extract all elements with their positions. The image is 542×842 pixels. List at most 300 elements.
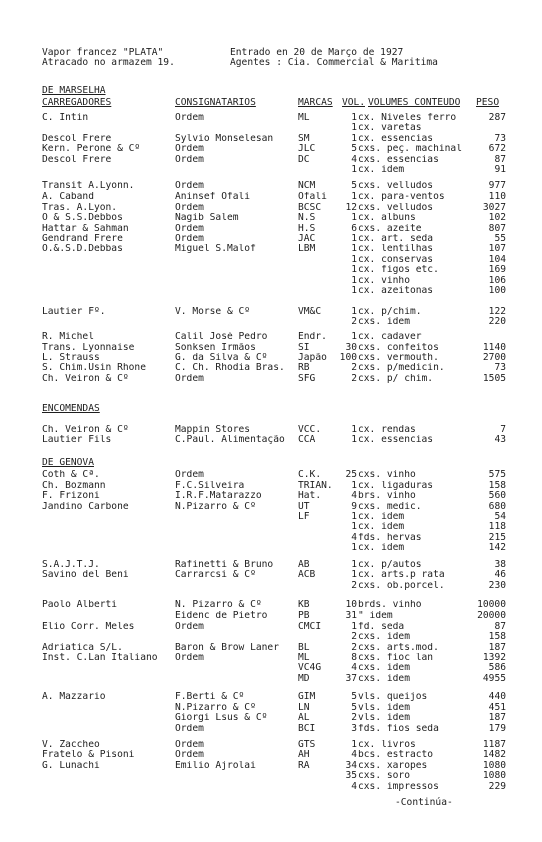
row-consignee: C.Paul. Alimentação xyxy=(175,435,285,445)
row-consignee: V. Morse & Cº xyxy=(175,307,251,317)
row-vol: 100 xyxy=(339,353,357,363)
row-mark: LBM xyxy=(298,244,316,254)
row-vol: 37 xyxy=(345,674,357,684)
table-row xyxy=(0,255,542,265)
row-contents: cxs. xaropes xyxy=(358,761,428,771)
row-consignee: Ordem xyxy=(175,724,204,734)
row-mark: TRIAN. xyxy=(298,481,333,491)
row-mark: UT xyxy=(298,502,310,512)
row-shipper: Fratelo & Pisoni xyxy=(42,750,135,760)
row-contents: cx. cadaver xyxy=(358,332,422,342)
row-vol: 1 xyxy=(351,276,357,286)
row-consignee: Calil José Pedro xyxy=(175,332,268,342)
row-weight: 54 xyxy=(494,512,506,522)
row-contents: cxs. p/medicin. xyxy=(358,363,445,373)
table-row xyxy=(0,317,542,327)
row-shipper: Ch. Veiron & Cº xyxy=(42,425,129,435)
table-row xyxy=(0,481,542,491)
row-vol: 5 xyxy=(351,692,357,702)
row-shipper: Ch. Bozmann xyxy=(42,481,106,491)
table-row xyxy=(0,435,542,445)
row-consignee: Baron & Brow Laner xyxy=(175,643,279,653)
row-mark: PB xyxy=(298,611,310,621)
row-contents: bcs. estracto xyxy=(358,750,434,760)
row-shipper: Descol Frere xyxy=(42,134,112,144)
table-row xyxy=(0,724,542,734)
row-shipper: Tras. A.Lyon. xyxy=(42,203,118,213)
col-marks: MARCAS xyxy=(298,98,333,108)
ship-name: Vapor francez "PLATA" xyxy=(42,47,164,58)
row-weight: 3027 xyxy=(482,203,506,213)
row-vol: 2 xyxy=(351,363,357,373)
col-vol: VOL. xyxy=(342,98,366,108)
table-row xyxy=(0,363,542,373)
row-weight: 73 xyxy=(494,363,506,373)
row-consignee: Carrarcsi & Cº xyxy=(175,570,256,580)
row-contents: cx. p/chim. xyxy=(358,307,422,317)
row-contents: cxs. idem xyxy=(358,663,410,673)
row-weight: 91 xyxy=(494,165,506,175)
row-shipper: Jandino Carbone xyxy=(42,502,129,512)
row-vol: 1 xyxy=(351,740,357,750)
row-mark: DC xyxy=(298,155,310,165)
row-consignee: Sylvio Monselesan xyxy=(175,134,274,144)
table-row xyxy=(0,276,542,286)
row-mark: VM&C xyxy=(298,307,322,317)
row-contents: cxs. idem xyxy=(358,632,410,642)
row-consignee: Ordem xyxy=(175,750,204,760)
row-vol: 1 xyxy=(351,123,357,133)
row-vol: 30 xyxy=(345,343,357,353)
row-mark: ACB xyxy=(298,570,316,580)
row-shipper: Elio Corr. Meles xyxy=(42,622,135,632)
row-vol: 4 xyxy=(351,782,357,792)
row-mark: LF xyxy=(298,512,310,522)
row-weight: 73 xyxy=(494,134,506,144)
table-row xyxy=(0,224,542,234)
row-vol: 12 xyxy=(345,203,357,213)
table-row xyxy=(0,113,542,123)
table-row xyxy=(0,740,542,750)
row-contents: cx. arts.p rata xyxy=(358,570,445,580)
row-consignee: Sonksen Irmãos xyxy=(175,343,256,353)
table-row xyxy=(0,343,542,353)
row-contents: cx. art. seda xyxy=(358,234,434,244)
row-weight: 229 xyxy=(488,782,506,792)
col-weight: PESO xyxy=(476,98,500,108)
row-weight: 1140 xyxy=(482,343,506,353)
row-consignee: Rafinetti & Bruno xyxy=(175,560,274,570)
row-vol: 1 xyxy=(351,570,357,580)
row-contents: vls. idem xyxy=(358,713,410,723)
row-contents: cxs. velludos xyxy=(358,181,434,191)
row-contents: cxs. vermouth. xyxy=(358,353,439,363)
row-weight: 102 xyxy=(488,213,506,223)
table-row xyxy=(0,622,542,632)
row-consignee: Aninsef Ofali xyxy=(175,192,251,202)
row-weight: 230 xyxy=(488,581,506,591)
row-weight: 440 xyxy=(488,692,506,702)
row-mark: AL xyxy=(298,713,310,723)
row-contents: cx. ligaduras xyxy=(358,481,434,491)
row-vol: 2 xyxy=(351,317,357,327)
row-consignee: Ordem xyxy=(175,224,204,234)
row-contents: cxs. impressos xyxy=(358,782,439,792)
table-row xyxy=(0,560,542,570)
row-mark: KB xyxy=(298,600,310,610)
row-mark: VCC. xyxy=(298,425,322,435)
row-vol: 1 xyxy=(351,165,357,175)
agents-info: Agentes : Cia. Commercial & Maritima xyxy=(230,57,438,68)
row-weight: 1482 xyxy=(482,750,506,760)
row-mark: AB xyxy=(298,560,310,570)
col-shipper: CARREGADORES xyxy=(42,98,112,108)
row-weight: 169 xyxy=(488,265,506,275)
table-row xyxy=(0,703,542,713)
table-row xyxy=(0,213,542,223)
row-vol: 1 xyxy=(351,622,357,632)
row-weight: 1505 xyxy=(482,374,506,384)
row-contents: cx. varetas xyxy=(358,123,422,133)
row-shipper: Paolo Alberti xyxy=(42,600,118,610)
row-vol: 5 xyxy=(351,703,357,713)
row-mark: CMCI xyxy=(298,622,322,632)
row-consignee: C. Ch. Rhodia Bras. xyxy=(175,363,285,373)
row-mark: RB xyxy=(298,363,310,373)
row-mark: H.S xyxy=(298,224,316,234)
table-row xyxy=(0,750,542,760)
row-contents: cxs. ob.porcel. xyxy=(358,581,445,591)
row-shipper: V. Zaccheo xyxy=(42,740,100,750)
row-contents: cxs. p/ chim. xyxy=(358,374,434,384)
row-vol: 1 xyxy=(351,213,357,223)
row-weight: 179 xyxy=(488,724,506,734)
row-consignee: Ordem xyxy=(175,181,204,191)
row-weight: 46 xyxy=(494,570,506,580)
row-vol: 1 xyxy=(351,512,357,522)
row-contents: vls. queijos xyxy=(358,692,428,702)
table-row xyxy=(0,425,542,435)
row-weight: 107 xyxy=(488,244,506,254)
row-contents: cx. rendas xyxy=(358,425,416,435)
row-contents: cxs. vinho xyxy=(358,470,416,480)
row-consignee: N. Pizarro & Cº xyxy=(175,600,262,610)
row-vol: 1 xyxy=(351,255,357,265)
row-contents: fds. hervas xyxy=(358,533,422,543)
row-weight: 142 xyxy=(488,543,506,553)
section-genova: DE GENOVA xyxy=(42,457,94,468)
row-weight: 1187 xyxy=(482,740,506,750)
row-vol: 1 xyxy=(351,244,357,254)
row-contents: cx. essencias xyxy=(358,134,434,144)
row-vol: 1 xyxy=(351,265,357,275)
row-weight: 4955 xyxy=(482,674,506,684)
row-vol: 3 xyxy=(351,724,357,734)
table-row xyxy=(0,203,542,213)
table-row xyxy=(0,502,542,512)
row-contents: fd. seda xyxy=(358,622,405,632)
row-weight: 680 xyxy=(488,502,506,512)
row-weight: 104 xyxy=(488,255,506,265)
table-row xyxy=(0,374,542,384)
row-shipper: A. Mazzario xyxy=(42,692,106,702)
row-consignee: Mappin Stores xyxy=(175,425,251,435)
row-contents: cx. vinho xyxy=(358,276,410,286)
row-vol: 1 xyxy=(351,332,357,342)
table-row xyxy=(0,265,542,275)
table-row xyxy=(0,533,542,543)
row-consignee: Miguel S.Malof xyxy=(175,244,256,254)
table-row xyxy=(0,192,542,202)
row-mark: VC4G xyxy=(298,663,322,673)
row-contents: cxs. arts.mod. xyxy=(358,643,439,653)
col-consignee: CONSIGNATARIOS xyxy=(175,98,256,108)
row-vol: 34 xyxy=(345,761,357,771)
row-vol: 1 xyxy=(351,192,357,202)
row-contents: fds. fios seda xyxy=(358,724,439,734)
row-mark: SFG xyxy=(298,374,316,384)
row-shipper: R. Michel xyxy=(42,332,94,342)
row-mark: ML xyxy=(298,653,310,663)
row-shipper: Savino del Beni xyxy=(42,570,129,580)
row-consignee: Ordem xyxy=(175,470,204,480)
row-contents: cx. livros xyxy=(358,740,416,750)
row-shipper: Descol Frere xyxy=(42,155,112,165)
row-contents: cxs. fioc lan xyxy=(358,653,434,663)
row-weight: 87 xyxy=(494,622,506,632)
row-contents: cx. idem xyxy=(358,543,405,553)
table-row xyxy=(0,286,542,296)
row-vol: 2 xyxy=(351,374,357,384)
row-weight: 7 xyxy=(500,425,506,435)
row-shipper: S.A.J.T.J. xyxy=(42,560,100,570)
row-mark: AH xyxy=(298,750,310,760)
row-weight: 55 xyxy=(494,234,506,244)
row-contents: cx. para-ventos xyxy=(358,192,445,202)
row-consignee: Ordem xyxy=(175,740,204,750)
row-weight: 672 xyxy=(488,144,506,154)
row-weight: 187 xyxy=(488,713,506,723)
row-weight: 106 xyxy=(488,276,506,286)
row-weight: 118 xyxy=(488,522,506,532)
table-row xyxy=(0,692,542,702)
row-mark: BCI xyxy=(298,724,316,734)
row-mark: RA xyxy=(298,761,310,771)
row-weight: 187 xyxy=(488,643,506,653)
row-vol: 1 xyxy=(351,113,357,123)
row-vol: 2 xyxy=(351,581,357,591)
row-shipper: Transit A.Lyonn. xyxy=(42,181,135,191)
row-vol: 1 xyxy=(351,134,357,144)
table-row xyxy=(0,155,542,165)
row-contents: cx. idem xyxy=(358,522,405,532)
row-vol: 5 xyxy=(351,144,357,154)
table-row xyxy=(0,782,542,792)
row-shipper: Lautier Fils xyxy=(42,435,112,445)
row-shipper: O.&.S.D.Debbas xyxy=(42,244,123,254)
section-encomendas: ENCOMENDAS xyxy=(42,403,100,414)
row-contents: " idem xyxy=(358,611,393,621)
continua-note: -Continúa- xyxy=(395,797,453,808)
row-weight: 110 xyxy=(488,192,506,202)
row-shipper: Kern. Perone & Cº xyxy=(42,144,141,154)
row-contents: cx. lentilhas xyxy=(358,244,434,254)
row-vol: 2 xyxy=(351,713,357,723)
table-row xyxy=(0,353,542,363)
row-vol: 10 xyxy=(345,600,357,610)
table-row xyxy=(0,491,542,501)
row-weight: 1080 xyxy=(482,761,506,771)
row-consignee: Ordem xyxy=(175,113,204,123)
row-weight: 100 xyxy=(488,286,506,296)
row-shipper: Inst. C.Lan Italiano xyxy=(42,653,158,663)
row-vol: 4 xyxy=(351,663,357,673)
section-marselha: DE MARSELHA xyxy=(42,85,106,96)
table-row xyxy=(0,611,542,621)
table-row xyxy=(0,632,542,642)
row-shipper: Gendrand Frere xyxy=(42,234,123,244)
table-row xyxy=(0,470,542,480)
table-row xyxy=(0,165,542,175)
row-mark: ML xyxy=(298,113,310,123)
row-consignee: Ordem xyxy=(175,144,204,154)
row-contents: cx. figos etc. xyxy=(358,265,439,275)
row-mark: BCSC xyxy=(298,203,322,213)
row-weight: 1392 xyxy=(482,653,506,663)
row-shipper: Trans. Lyonnaise xyxy=(42,343,135,353)
row-weight: 451 xyxy=(488,703,506,713)
row-shipper: L. Strauss xyxy=(42,353,100,363)
row-weight: 158 xyxy=(488,632,506,642)
row-weight: 87 xyxy=(494,155,506,165)
table-row xyxy=(0,570,542,580)
row-contents: cx. idem xyxy=(358,512,405,522)
row-contents: cxs. idem xyxy=(358,674,410,684)
row-shipper: Lautier Fº. xyxy=(42,307,106,317)
row-contents: cx. essencias xyxy=(358,435,434,445)
row-shipper: Hattar & Sahman xyxy=(42,224,129,234)
row-vol: 4 xyxy=(351,155,357,165)
row-consignee: Ordem xyxy=(175,155,204,165)
row-mark: N.S xyxy=(298,213,316,223)
row-shipper: F. Frizoni xyxy=(42,491,100,501)
row-consignee: N.Pizarro & Cº xyxy=(175,502,256,512)
row-contents: vls. idem xyxy=(358,703,410,713)
arrival-date: Entrado en 20 de Março de 1927 xyxy=(230,47,404,58)
table-row xyxy=(0,332,542,342)
row-contents: cxs. medic. xyxy=(358,502,422,512)
row-consignee: Giorgi Lsus & Cº xyxy=(175,713,268,723)
row-contents: cxs. idem xyxy=(358,317,410,327)
table-row xyxy=(0,713,542,723)
row-contents: cxs. essencias xyxy=(358,155,439,165)
row-consignee: Ordem xyxy=(175,374,204,384)
row-contents: cx. azeitonas xyxy=(358,286,434,296)
row-shipper: Adriatica S/L. xyxy=(42,643,123,653)
row-weight: 287 xyxy=(488,113,506,123)
row-contents: brs. vinho xyxy=(358,491,416,501)
row-weight: 575 xyxy=(488,470,506,480)
row-vol: 1 xyxy=(351,560,357,570)
row-consignee: Ordem xyxy=(175,203,204,213)
table-row xyxy=(0,653,542,663)
row-vol: 2 xyxy=(351,632,357,642)
row-weight: 43 xyxy=(494,435,506,445)
row-consignee: N.Pizarro & Cº xyxy=(175,703,256,713)
row-consignee: F.C.Silveira xyxy=(175,481,245,491)
row-vol: 1 xyxy=(351,307,357,317)
row-contents: cxs. soro xyxy=(358,771,410,781)
row-vol: 25 xyxy=(345,470,357,480)
table-row xyxy=(0,761,542,771)
table-row xyxy=(0,600,542,610)
row-vol: 4 xyxy=(351,750,357,760)
row-weight: 586 xyxy=(488,663,506,673)
row-consignee: F.Berti & Cº xyxy=(175,692,245,702)
row-contents: cxs. velludos xyxy=(358,203,434,213)
row-shipper: A. Caband xyxy=(42,192,94,202)
row-shipper: G. Lunachi xyxy=(42,761,100,771)
row-contents: brds. vinho xyxy=(358,600,422,610)
row-contents: cxs. peç. machinal xyxy=(358,144,462,154)
row-vol: 1 xyxy=(351,234,357,244)
row-weight: 122 xyxy=(488,307,506,317)
row-vol: 9 xyxy=(351,502,357,512)
row-weight: 215 xyxy=(488,533,506,543)
row-mark: C.K. xyxy=(298,470,322,480)
row-vol: 5 xyxy=(351,181,357,191)
row-shipper: O & S.S.Debbos xyxy=(42,213,123,223)
row-vol: 2 xyxy=(351,643,357,653)
table-row xyxy=(0,674,542,684)
table-row xyxy=(0,123,542,133)
row-contents: cx. p/autos xyxy=(358,560,422,570)
table-row xyxy=(0,512,542,522)
table-row xyxy=(0,307,542,317)
row-consignee: Emilio Ajrolai xyxy=(175,761,256,771)
row-vol: 1 xyxy=(351,425,357,435)
row-contents: cxs. confeitos xyxy=(358,343,439,353)
row-shipper: Ch. Veiron & Cº xyxy=(42,374,129,384)
row-consignee: Ordem xyxy=(175,622,204,632)
row-mark: Japão xyxy=(298,353,327,363)
row-consignee: Ordem xyxy=(175,653,204,663)
row-vol: 8 xyxy=(351,653,357,663)
row-mark: NCM xyxy=(298,181,316,191)
row-mark: MD xyxy=(298,674,310,684)
row-vol: 1 xyxy=(351,286,357,296)
table-row xyxy=(0,543,542,553)
row-mark: JLC xyxy=(298,144,316,154)
row-vol: 1 xyxy=(351,435,357,445)
warehouse-info: Atracado no armazem 19. xyxy=(42,57,175,68)
table-row xyxy=(0,234,542,244)
row-vol: 31 xyxy=(345,611,357,621)
row-mark: BL xyxy=(298,643,310,653)
row-weight: 807 xyxy=(488,224,506,234)
row-consignee: I.R.F.Matarazzo xyxy=(175,491,262,501)
row-mark: LN xyxy=(298,703,310,713)
row-contents: cx. albuns xyxy=(358,213,416,223)
row-weight: 20000 xyxy=(477,611,506,621)
row-shipper: C. Intin xyxy=(42,113,89,123)
row-weight: 158 xyxy=(488,481,506,491)
row-shipper: Coth & Cª. xyxy=(42,470,100,480)
row-vol: 4 xyxy=(351,491,357,501)
row-vol: 1 xyxy=(351,543,357,553)
row-weight: 977 xyxy=(488,181,506,191)
row-consignee: Eidenc de Pietro xyxy=(175,611,268,621)
